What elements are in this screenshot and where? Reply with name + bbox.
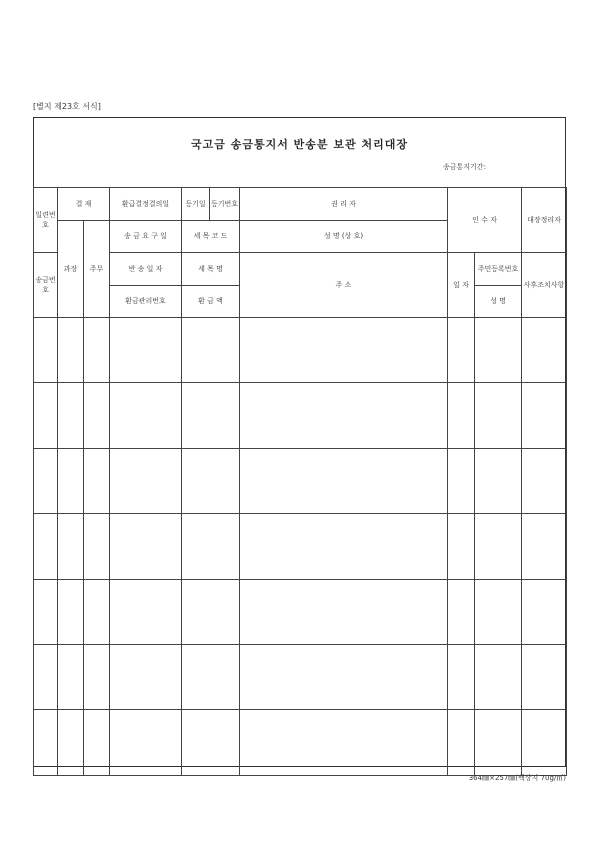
approval-header: 결 재 <box>58 188 110 221</box>
refund-amount-header: 환 금 액 <box>182 285 240 318</box>
follow-up-header: 사후조치사항 <box>522 253 567 318</box>
remittance-period-label: 송금통지기간: <box>443 163 486 171</box>
form-number-label: [별지 제23호 서식] <box>33 102 101 111</box>
table-row <box>34 383 567 448</box>
tax-item-name-header: 세 목 명 <box>182 253 240 286</box>
resident-number-header: 주민등록번호 <box>475 253 522 286</box>
return-date-header: 반 송 일 자 <box>110 253 182 286</box>
ledger-keeper-header: 대장정리자 <box>522 188 567 253</box>
table-row <box>34 644 567 709</box>
tax-code-header: 세 목 코 드 <box>182 220 240 253</box>
table-row <box>34 318 567 383</box>
officer-header: 주무 <box>84 220 110 318</box>
name-trade-header: 성 명 (상 호) <box>240 220 448 253</box>
ledger-table <box>33 187 567 776</box>
refund-decision-date-header: 환급결정결의일 <box>110 188 182 221</box>
page-title: 국고금 송금통지서 반송분 보관 처리대장 <box>191 138 408 151</box>
receive-date-header: 일 자 <box>448 253 475 318</box>
remit-request-date-header: 송 금 요 구 일 <box>110 220 182 253</box>
table-row <box>34 514 567 579</box>
receiver-name-header: 성 명 <box>475 285 522 318</box>
claimant-header: 권 리 자 <box>240 188 448 221</box>
registration-number-header: 등기번호 <box>210 188 240 221</box>
table-row <box>34 579 567 644</box>
table-row <box>34 448 567 513</box>
registration-date-header: 등기일 <box>182 188 210 221</box>
refund-management-number-header: 환금관리번호 <box>110 285 182 318</box>
receiver-header: 인 수 자 <box>448 188 522 253</box>
remittance-number-header: 송금번호 <box>34 253 58 318</box>
section-chief-header: 과장 <box>58 220 84 318</box>
serial-number-header: 일련번호 <box>34 188 58 253</box>
address-header: 주 소 <box>240 253 448 318</box>
paper-spec-footer: 364㎜×257㎜(백상지 70g/㎡) <box>468 774 566 782</box>
table-row <box>34 710 567 775</box>
